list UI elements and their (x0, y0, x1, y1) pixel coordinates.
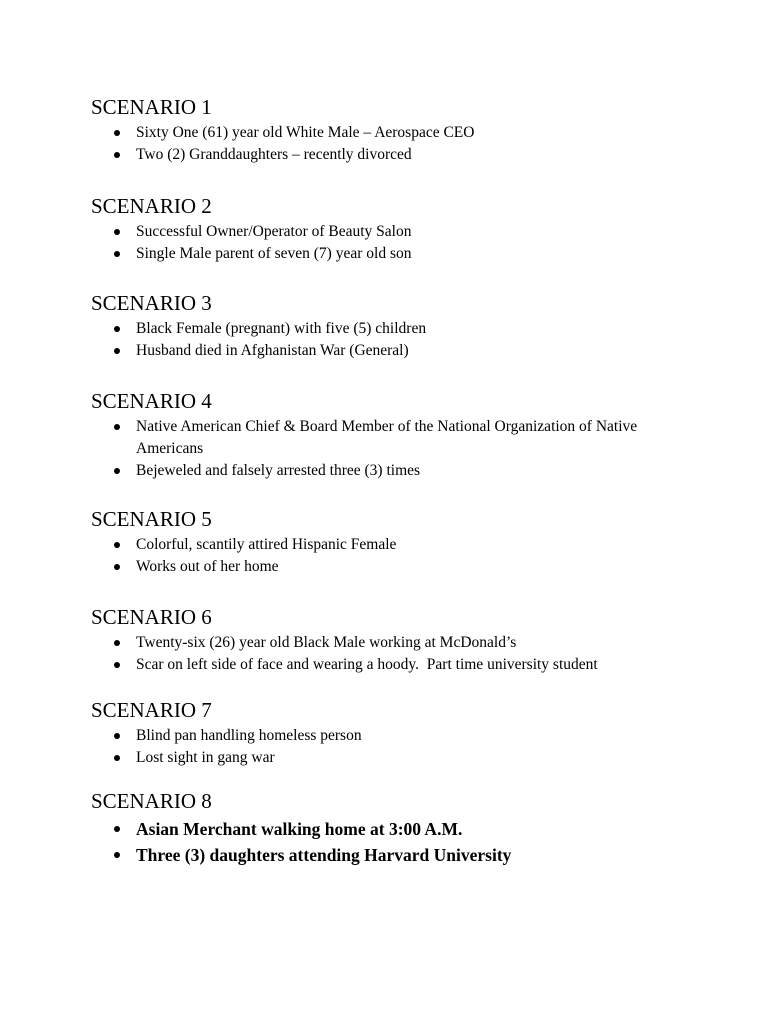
scenario-2 (91, 194, 731, 265)
list-item (91, 318, 731, 340)
scenario-8 (91, 789, 731, 868)
bullet-list (91, 632, 731, 676)
list-item (91, 725, 731, 747)
list-item (91, 340, 731, 362)
list-item-text: Single Male parent of seven (7) year old son (136, 245, 412, 262)
list-item-text: Three (3) daughters attending Harvard University (136, 845, 512, 865)
list-item-text: Bejeweled and falsely arrested three (3) times (136, 462, 421, 479)
list-item-text: Colorful, scantily attired Hispanic Female (136, 536, 397, 553)
bullet-icon (114, 852, 120, 858)
scenario-1 (91, 95, 731, 166)
bullet-icon (114, 755, 120, 761)
bullet-icon (114, 424, 120, 430)
list-item (91, 654, 731, 676)
bullet-list (91, 318, 731, 362)
scenario-4 (91, 389, 731, 482)
list-item-text: Native American Chief & Board Member of the National Organization of Native Americans (136, 418, 638, 457)
list-item (91, 416, 676, 460)
scenario-title: SCENARIO 7 (91, 698, 212, 722)
list-item-text: Lost sight in gang war (136, 749, 275, 766)
scenario-title: SCENARIO 4 (91, 389, 212, 413)
bullet-list (91, 534, 731, 578)
list-item-text: Husband died in Afghanistan War (General) (136, 342, 409, 359)
list-item (91, 122, 731, 144)
bullet-icon (114, 229, 120, 235)
list-item-text: Blind pan handling homeless person (136, 727, 362, 744)
list-item-text: Scar on left side of face and wearing a hoody. Part time university student (136, 656, 598, 673)
bullet-list (91, 416, 731, 482)
list-item-text: Asian Merchant walking home at 3:00 A.M. (136, 819, 463, 839)
bullet-icon (114, 152, 120, 158)
list-item-text: Sixty One (61) year old White Male – Aerospace CEO (136, 124, 475, 141)
scenario-title: SCENARIO 1 (91, 95, 212, 119)
bullet-icon (114, 826, 120, 832)
scenario-title: SCENARIO 6 (91, 605, 212, 629)
list-item-text: Black Female (pregnant) with five (5) children (136, 320, 427, 337)
list-item (91, 556, 731, 578)
bullet-icon (114, 348, 120, 354)
scenario-6 (91, 605, 731, 676)
list-item (91, 243, 731, 265)
bullet-icon (114, 564, 120, 570)
scenario-7 (91, 698, 731, 769)
scenario-title: SCENARIO 2 (91, 194, 212, 218)
scenario-title: SCENARIO 8 (91, 789, 212, 813)
list-item (91, 816, 731, 842)
bullet-icon (114, 130, 120, 136)
bullet-icon (114, 733, 120, 739)
bullet-icon (114, 662, 120, 668)
list-item (91, 747, 731, 769)
bullet-icon (114, 251, 120, 257)
scenario-5 (91, 507, 731, 578)
bullet-icon (114, 468, 120, 474)
scenario-3 (91, 291, 731, 362)
scenario-title: SCENARIO 5 (91, 507, 212, 531)
list-item-text: Works out of her home (136, 558, 279, 575)
bullet-list (91, 725, 731, 769)
bullet-icon (114, 326, 120, 332)
bullet-icon (114, 640, 120, 646)
list-item-text: Successful Owner/Operator of Beauty Salon (136, 223, 412, 240)
list-item (91, 534, 731, 556)
bullet-list (91, 816, 731, 868)
list-item (91, 144, 731, 166)
list-item (91, 221, 731, 243)
list-item (91, 460, 731, 482)
list-item-text: Twenty-six (26) year old Black Male working at McDonald’s (136, 634, 517, 651)
list-item (91, 842, 731, 868)
bullet-list (91, 221, 731, 265)
list-item (91, 632, 731, 654)
scenario-title: SCENARIO 3 (91, 291, 212, 315)
bullet-list (91, 122, 731, 166)
list-item-text: Two (2) Granddaughters – recently divorced (136, 146, 412, 163)
bullet-icon (114, 542, 120, 548)
